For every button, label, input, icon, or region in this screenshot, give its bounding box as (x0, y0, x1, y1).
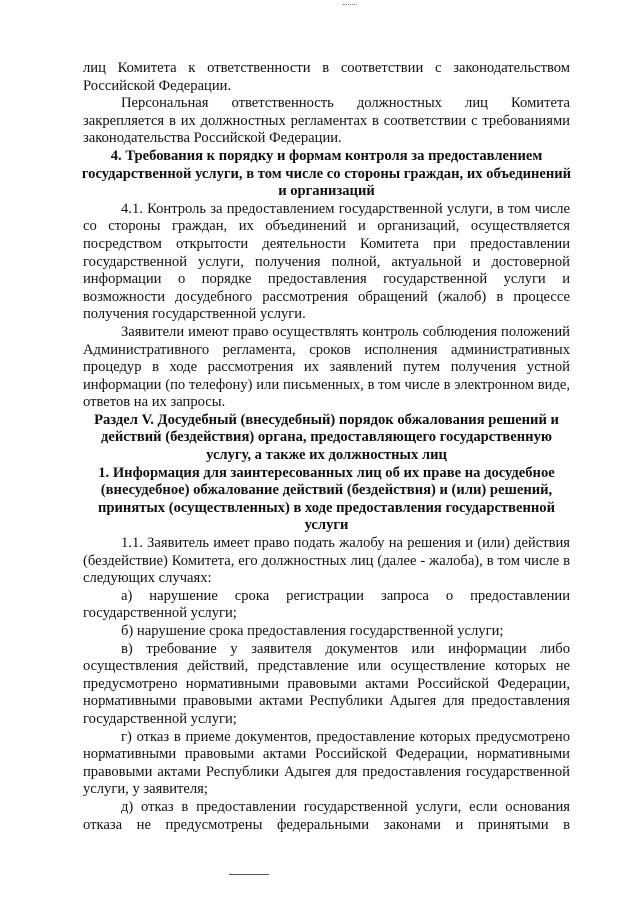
list-item-d: д) отказ в предоставлении государственной услуги, если основания отказа не предусмотрены федеральными законами и принятыми в (83, 798, 570, 833)
list-item-v: в) требование у заявителя документов или информации либо осуществления действий, представление или осуществление которых не предусмотрено нормативными правовыми актами Российской Федерации, нормативными правовыми актами Республики Адыгея для предоставления государственной услуги; (83, 640, 570, 727)
list-item-b: б) нарушение срока предоставления государственной услуги; (121, 623, 504, 639)
scan-mark-top (343, 4, 357, 6)
heading-subsection-1: 1. Информация для заинтересованных лиц об их праве на досудебное (внесудебное) обжалование действий (бездействия) и (или) решений, принятых (осуществленных) в ходе предоставления государственной услуги (97, 464, 555, 534)
document-page (83, 60, 570, 834)
scan-mark-bottom (229, 874, 269, 876)
heading-section-v: Раздел V. Досудебный (внесудебный) порядок обжалования решений и действий (бездействия) органа, предоставляющего государственную услугу, а также их должностных лиц (94, 411, 559, 464)
paragraph-personal-responsibility: Персональная ответственность должностных лиц Комитета закрепляется в их должностных регламентах в соответствии с требованиями законодательства Российской Федерации. (83, 95, 570, 147)
paragraph-1-1: 1.1. Заявитель имеет право подать жалобу на решения и (или) действия (бездействие) Комитета, его должностных лиц (далее - жалоба), в том числе в следующих случаях: (83, 535, 570, 587)
list-item-a: а) нарушение срока регистрации запроса о предоставлении государственной услуги; (83, 587, 570, 622)
paragraph-4-1: 4.1. Контроль за предоставлением государственной услуги, в том числе со стороны граждан, их объединений и организаций, осуществляется посредством открытости деятельности Комитета при предоставлении государственной услуги, получения полной, актуальной и достоверной информации о порядке предоставления государственной услуги и возможности досудебного рассмотрения обращений (жалоб) в процессе получения государственной услуги. (83, 200, 570, 323)
paragraph-applicants-control: Заявители имеют право осуществлять контроль соблюдения положений Административного регламента, сроков исполнения административных процедур в ходе рассмотрения их заявлений путем получения устной информации (по телефону) или письменных, в том числе в электронном виде, ответов на их запросы. (83, 323, 570, 411)
paragraph-continuation: лиц Комитета к ответственности в соответствии с законодательством Российской Федерации. (83, 60, 570, 94)
heading-section-4: 4. Требования к порядку и формам контроля за предоставлением государственной услуги, в том числе со стороны граждан, их объединений и организаций (81, 147, 572, 200)
list-item-g: г) отказ в приеме документов, предоставление которых предусмотрено нормативными правовыми актами Российской Федерации, нормативными правовыми актами Республики Адыгея для предоставления государственной услуги, у заявителя; (83, 728, 570, 798)
